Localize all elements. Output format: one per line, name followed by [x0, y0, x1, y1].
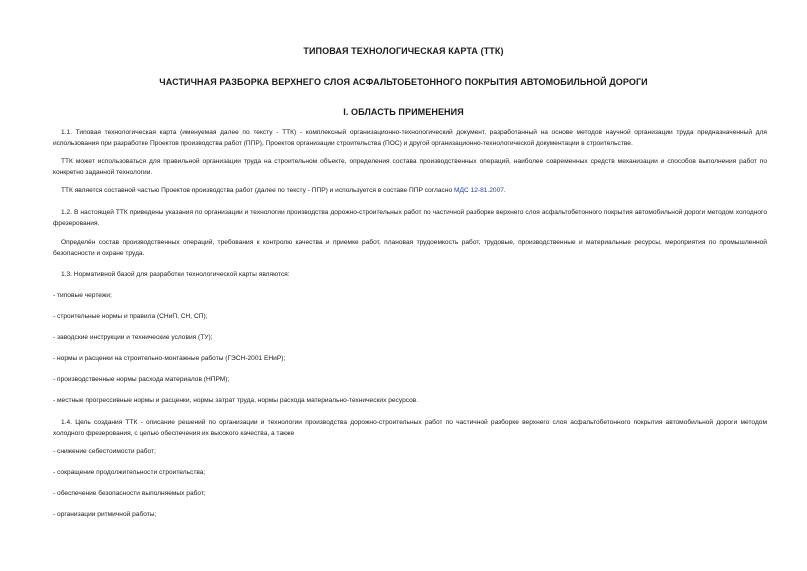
list-item: - нормы и расценки на строительно-монтажные работы (ГЭСН-2001 ЕНиР);	[53, 355, 286, 362]
paragraph-ttk-usage: ТТК может использоваться для правильной организации труда на строительном объекте, определения состава производственных операций, наиболее современных средств механизации и способов выполнения работ по конкретно заданной технологии.	[53, 158, 767, 176]
paragraph-ttk-part	[53, 186, 767, 197]
document-title: ТИПОВАЯ ТЕХНОЛОГИЧЕСКАЯ КАРТА (ТТК)	[303, 46, 504, 56]
list-item: - снижение себестоимости работ;	[53, 448, 156, 455]
list-item: - заводские инструкции и технические условия (ТУ);	[53, 334, 213, 341]
mds-link[interactable]: МДС 12-81.2007	[453, 187, 504, 194]
list-item: - типовые чертежи;	[53, 292, 112, 299]
paragraph-1-1: 1.1. Типовая технологическая карта (именуемая далее по тексту - ТТК) - комплексный организационно-технологический документ, разработанный на основе методов научной организации труда предназначенный для использования при разработке Проектов производства работ (ППР), Проектов организации строительства (ПОС) и другой организационно-технологической документации в строительстве.	[53, 129, 767, 147]
list-item: - строительные нормы и правила (СНиП, СН, СП);	[53, 313, 208, 320]
paragraph-1-3: 1.3. Нормативной базой для разработки технологической карты являются:	[61, 271, 290, 278]
document-subtitle: ЧАСТИЧНАЯ РАЗБОРКА ВЕРХНЕГО СЛОЯ АСФАЛЬТОБЕТОННОГО ПОКРЫТИЯ АВТОМОБИЛЬНОЙ ДОРОГИ	[159, 77, 648, 87]
section-heading: I. ОБЛАСТЬ ПРИМЕНЕНИЯ	[343, 107, 464, 117]
paragraph-ttk-part-text: ТТК является составной частью Проектов производства работ (далее по тексту - ППР) и используется в составе ППР согласно	[61, 187, 454, 194]
paragraph-1-2: 1.2. В настоящей ТТК приведены указания по организации и технологии производства дорожно-строительных работ по частичной разборке верхнего слоя асфальтобетонного покрытия автомобильной дороги методом холодного фрезерования.	[53, 209, 767, 227]
list-item: - производственные нормы расхода материалов (НПРМ);	[53, 376, 230, 383]
paragraph-operations: Определён состав производственных операций, требования к контролю качества и приемке работ, плановая трудоемкость работ, трудовые, производственные и материальные ресурсы, мероприятия по промышленной безопасности и охране труда.	[53, 239, 767, 257]
paragraph-1-4: 1.4. Цель создания ТТК - описание решений по организации и технологии производства дорожно-строительных работ по частичной разборке верхнего слоя асфальтобетонного покрытия автомобильной дороги методом холодного фрезерования, с целью обеспечения их высокого качества, а также	[53, 419, 767, 437]
list-item: - организации ритмичной работы;	[53, 511, 157, 518]
list-item: - сокращение продолжительности строительства;	[53, 469, 206, 476]
list-item: - местные прогрессивные нормы и расценки, нормы затрат труда, нормы расхода материально-технических ресурсов.	[53, 397, 419, 404]
list-item: - обеспечение безопасности выполняемых работ;	[53, 490, 206, 497]
paragraph-ttk-part-end: .	[503, 187, 506, 194]
